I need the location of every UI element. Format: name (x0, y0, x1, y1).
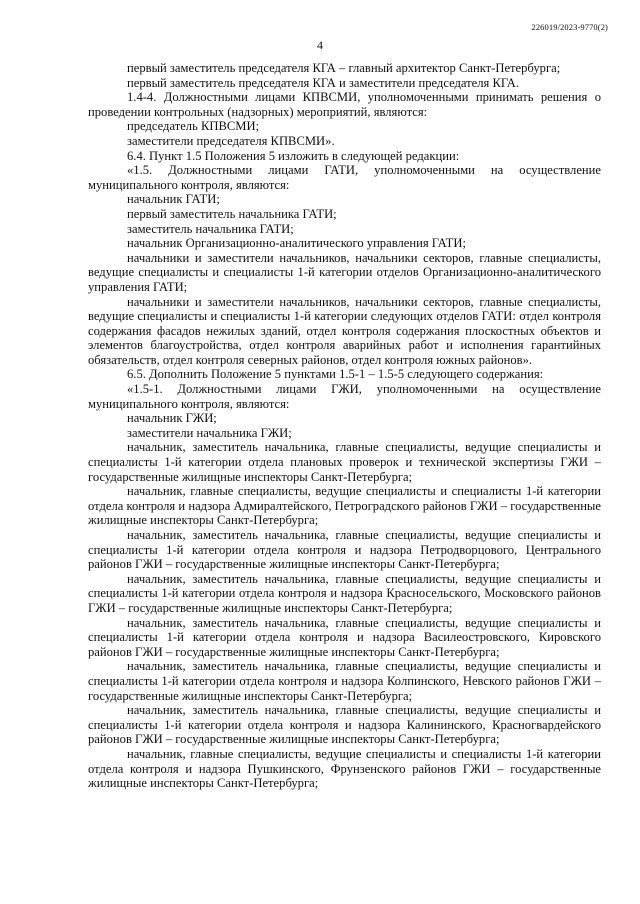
paragraph: начальник ГАТИ; (127, 192, 220, 207)
paragraph: заместители председателя КПВСМИ». (127, 133, 335, 148)
paragraph: «1.5. Должностными лицами ГАТИ, уполномоченными на осуществление муниципального контроля, являются: (88, 163, 601, 192)
paragraph: начальник, заместитель начальника, главные специалисты, ведущие специалисты и специалисты 1-й категории отдела контроля и надзора Колпинского, Невского районов ГЖИ – государственные жилищные инспекторы Санкт-Петербурга; (88, 659, 601, 703)
paragraph: начальник, главные специалисты, ведущие специалисты и специалисты 1-й категории отдела контроля и надзора Пушкинского, Фрунзенского районов ГЖИ – государственные жилищные инспекторы Санкт-Петербурга; (88, 746, 601, 791)
paragraph: начальник ГЖИ; (127, 411, 217, 426)
paragraph: начальник, заместитель начальника, главные специалисты, ведущие специалисты и специалисты 1-й категории отдела плановых проверок и технической экспертизы ГЖИ – государственные жилищные инспекторы Санкт-Петербурга; (88, 440, 601, 484)
paragraph: первый заместитель председателя КГА – главный архитектор Санкт-Петербурга; (127, 61, 561, 75)
paragraph: начальник, заместитель начальника, главные специалисты, ведущие специалисты и специалисты 1-й категории отдела контроля и надзора Василеостровского, Кировского районов ГЖИ – государственные жилищные инспекторы Санкт-Петербурга; (88, 615, 601, 659)
paragraph: начальник, заместитель начальника, главные специалисты, ведущие специалисты и специалисты 1-й категории отдела контроля и надзора Калининского, Красногвардейского районов ГЖИ – государственные жилищные инспекторы Санкт-Петербурга; (88, 703, 601, 747)
paragraph: начальник, главные специалисты, ведущие специалисты и специалисты 1-й категории отдела контроля и надзора Адмиралтейского, Петроградского районов ГЖИ – государственные жилищные инспекторы Санкт-Петербурга; (88, 484, 601, 528)
paragraph: 6.5. Дополнить Положение 5 пунктами 1.5-1 – 1.5-5 следующего содержания: (127, 367, 544, 382)
paragraph: председатель КПВСМИ; (127, 119, 260, 134)
paragraph: начальник, заместитель начальника, главные специалисты, ведущие специалисты и специалисты 1-й категории отдела контроля и надзора Петродворцового, Центрального районов ГЖИ – государственные жилищные инспекторы Санкт-Петербурга; (88, 528, 601, 572)
document-id: 226019/2023-9770(2) (531, 22, 608, 32)
paragraph: начальники и заместители начальников, начальники секторов, главные специалисты, ведущие специалисты и специалисты 1-й категории следующих отделов ГАТИ: отдел контроля содержания фасадов нежилых зданий, отдел контроля содержания плоскостных объектов и элементов благоустройства, отдел контроля аварийных работ и исполнения гарантийных обязательств, отдел контроля северных районов, отдел контроля южных районов». (88, 294, 601, 367)
paragraph: начальник Организационно-аналитического управления ГАТИ; (127, 236, 466, 251)
paragraph: начальники и заместители начальников, начальники секторов, главные специалисты, ведущие специалисты и специалисты 1-й категории отделов Организационно-аналитического управления ГАТИ; (88, 250, 601, 294)
paragraph: 6.4. Пункт 1.5 Положения 5 изложить в следующей редакции: (127, 148, 460, 163)
page-number: 4 (317, 38, 323, 52)
paragraph: первый заместитель начальника ГАТИ; (127, 206, 337, 221)
paragraph: заместители начальника ГЖИ; (127, 425, 292, 440)
paragraph: 1.4-4. Должностными лицами КПВСМИ, уполномоченными принимать решения о проведении контрольных (надзорных) мероприятий, являются: (88, 90, 601, 119)
paragraph: «1.5-1. Должностными лицами ГЖИ, уполномоченными на осуществление муниципального контроля, являются: (88, 382, 601, 411)
paragraph: начальник, заместитель начальника, главные специалисты, ведущие специалисты и специалисты 1-й категории отдела контроля и надзора Красносельского, Московского районов ГЖИ – государственные жилищные инспекторы Санкт-Петербурга; (88, 571, 601, 615)
document-body (88, 61, 601, 791)
paragraph: заместитель начальника ГАТИ; (127, 221, 294, 236)
paragraph: первый заместитель председателя КГА и заместители председателя КГА. (127, 75, 520, 90)
